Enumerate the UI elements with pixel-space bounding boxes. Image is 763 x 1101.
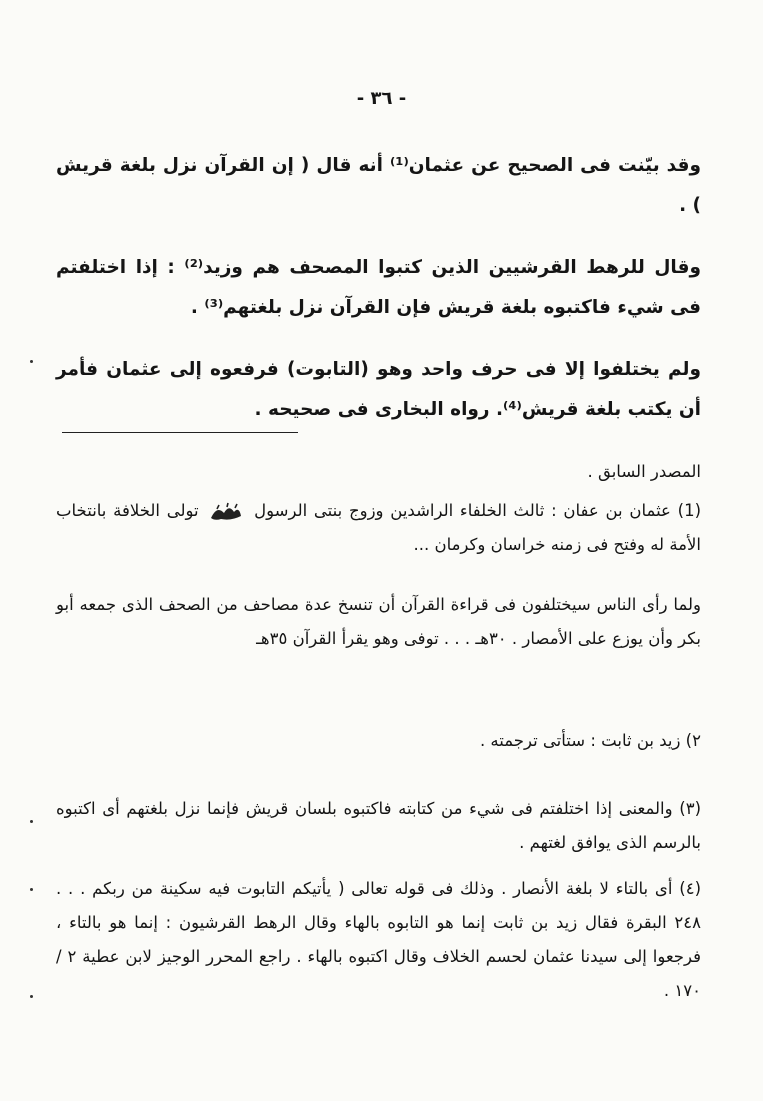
footnote-1-text: (1) عثمان بن عفان : ثالث الخلفاء الراشدين وزوج بنتى الرسول <box>254 501 702 520</box>
footnote-1 <box>56 494 701 562</box>
footnote-3: (٣) والمعنى إذا اختلفتم فى شيء من كتابته فاكتبوه بلسان قريش فإنما نزل بلغتهم أى اكتبوه بالرسم الذى يوافق لغتهم . <box>56 799 701 852</box>
footnote-1-text-cont: تولى الخلافة بانتخاب الأمة له وفتح فى زمنه خراسان وكرمان ... <box>56 501 701 554</box>
paragraph-1: وقد بيّنت فى الصحيح عن عثمان⁽¹⁾ أنه قال ( إن القرآن نزل بلغة قريش ) . <box>56 155 701 216</box>
margin-mark <box>30 360 33 363</box>
margin-mark <box>30 820 33 823</box>
margin-mark <box>30 888 33 891</box>
paragraph-2: وقال للرهط القرشيين الذين كتبوا المصحف هم وزيد⁽²⁾ : إذا اختلفتم فى شيء فاكتبوه بلغة قريش فإن القرآن نزل بلغتهم⁽³⁾ . <box>56 257 701 318</box>
paragraph-3: ولم يختلفوا إلا فى حرف واحد وهو (التابوت) فرفعوه إلى عثمان فأمر أن يكتب بلغة قريش⁽⁴⁾. رواه البخارى فى صحيحه . <box>56 359 701 420</box>
margin-mark <box>30 995 33 998</box>
footnote-1-continued: ولما رأى الناس سيختلفون فى قراءة القرآن أن تنسخ عدة مصاحف من الصحف الذى جمعه أبو بكر وأن يوزع على الأمصار . ٣٠هـ . . . توفى وهو يقرأ القرآن ٣٥هـ <box>56 595 701 648</box>
footnote-2: ٢) زيد بن ثابت : ستأتى ترجمته . <box>479 731 701 750</box>
page-number: - ٣٦ - <box>356 88 407 109</box>
footnote-source: المصدر السابق . <box>587 462 701 481</box>
pbuh-glyph-icon <box>209 501 243 523</box>
footnote-divider <box>62 432 298 433</box>
footnote-4: (٤) أى بالتاء لا بلغة الأنصار . وذلك فى قوله تعالى ( يأتيكم التابوت فيه سكينة من ربكم . . . ٢٤٨ البقرة فقال زيد بن ثابت إنما هو التابوه بالهاء وقال الرهط القرشيون : إنما هو بالتاء ، فرجعوا إلى سيدنا عثمان لحسم الخلاف وقال اكتبوه بالهاء . راجع المحرر الوجيز لابن عطية ٢ / ١٧٠ . <box>56 879 701 1000</box>
